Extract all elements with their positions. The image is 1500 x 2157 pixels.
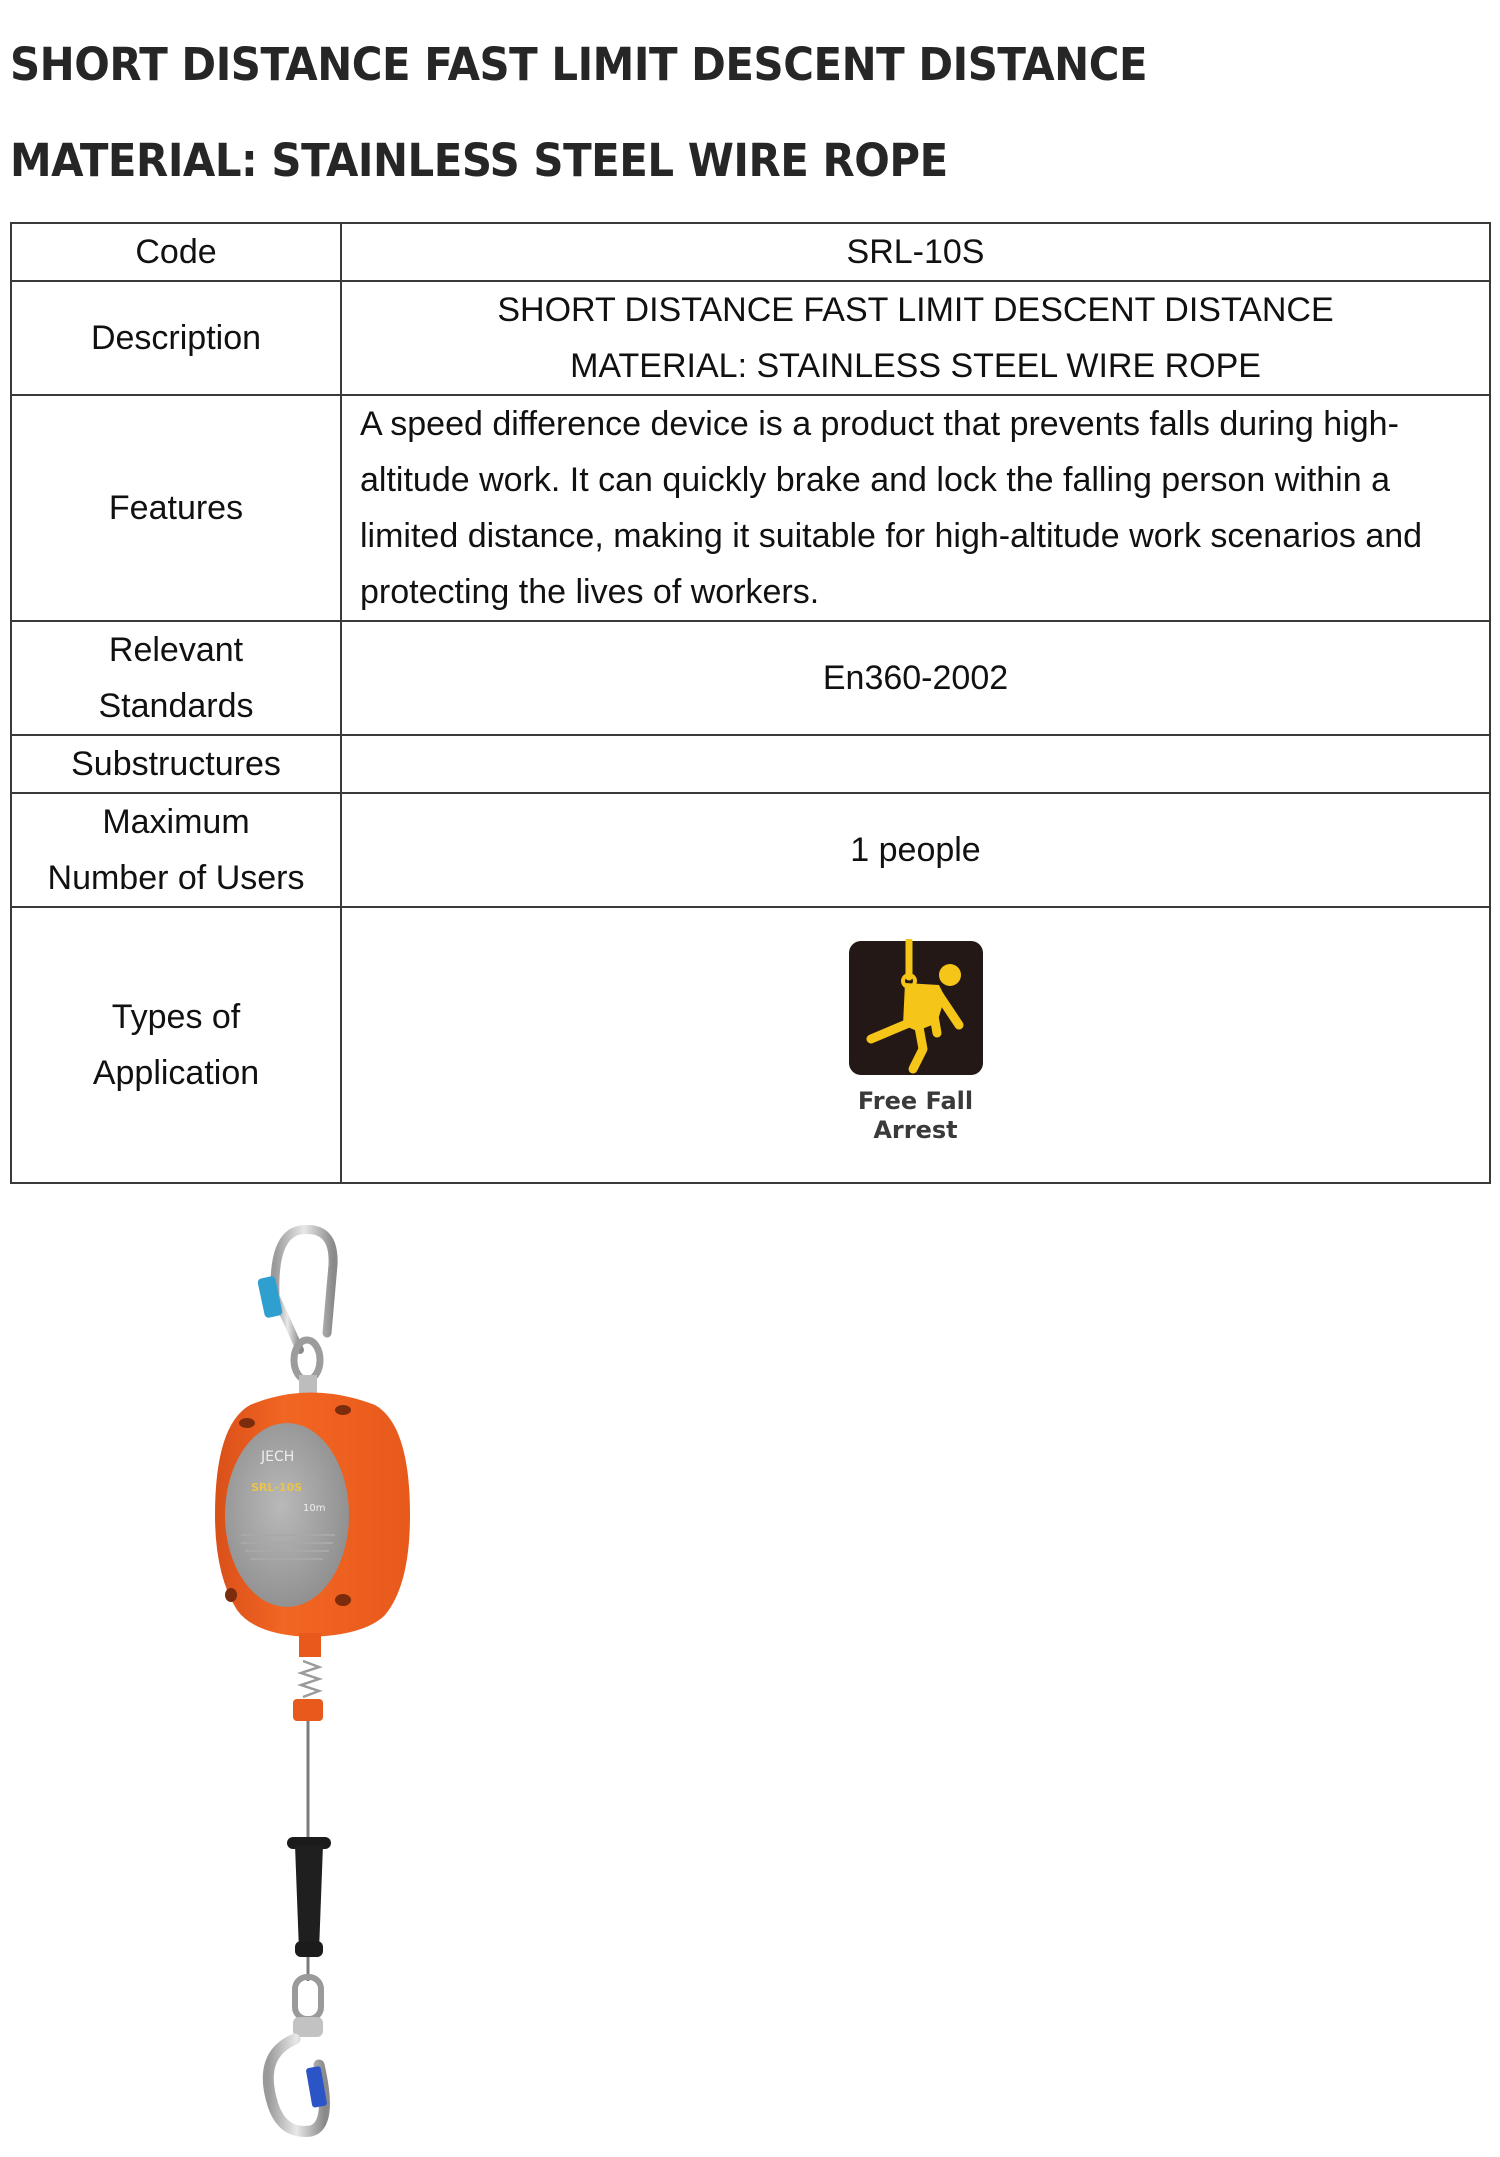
application-caption <box>847 1087 985 1145</box>
free-fall-arrest-icon <box>847 939 985 1077</box>
value-standards: En360-2002 <box>341 621 1490 735</box>
application-badge <box>847 939 985 1145</box>
max-users-label-line-1: Maximum <box>102 803 250 841</box>
caption-line-1: Free Fall <box>857 1087 974 1115</box>
description-line-1: SHORT DISTANCE FAST LIMIT DESCENT DISTANCE <box>497 291 1334 329</box>
value-application-types <box>341 907 1490 1183</box>
brand-label: JECH <box>261 1449 295 1465</box>
label-max-users <box>11 793 341 907</box>
page-heading-line-2: MATERIAL: STAINLESS STEEL WIRE ROPE <box>10 134 948 187</box>
label-features: Features <box>11 395 341 621</box>
table-row-features <box>11 395 1490 621</box>
table-row-code <box>11 223 1490 281</box>
bottom-carabiner <box>268 1977 327 2131</box>
device-housing <box>215 1393 410 1658</box>
value-code: SRL-10S <box>341 223 1490 281</box>
standards-label-line-1: Relevant <box>108 631 244 669</box>
value-features: A speed difference device is a product that prevents falls during high-altitude work. It can quickly brake and lock the falling person within a limited distance, making it suitable for high-altitude work scenarios and protecting the lives of workers. <box>341 395 1490 621</box>
label-standards <box>11 621 341 735</box>
product-image <box>215 1225 455 2150</box>
description-line-2: MATERIAL: STAINLESS STEEL WIRE ROPE <box>570 347 1261 385</box>
cable-spring <box>293 1661 323 1721</box>
value-description <box>341 281 1490 395</box>
length-label: 10m <box>303 1503 326 1514</box>
max-users-label-line-2: Number of Users <box>47 859 305 897</box>
table-row-standards <box>11 621 1490 735</box>
caption-line-2: Arrest <box>873 1116 958 1144</box>
table-row-description <box>11 281 1490 395</box>
table-row-substructures <box>11 735 1490 793</box>
top-carabiner <box>257 1229 333 1393</box>
value-substructures <box>341 735 1490 793</box>
table-row-max-users <box>11 793 1490 907</box>
spec-table <box>10 222 1491 1184</box>
standards-label-line-2: Standards <box>98 687 254 725</box>
cable-grip <box>287 1837 331 1957</box>
application-label-line-1: Types of <box>111 998 241 1036</box>
value-max-users: 1 people <box>341 793 1490 907</box>
label-description: Description <box>11 281 341 395</box>
model-label: SRL-10S <box>251 1481 303 1494</box>
table-row-application-types <box>11 907 1490 1183</box>
label-substructures: Substructures <box>11 735 341 793</box>
page-heading-line-1: SHORT DISTANCE FAST LIMIT DESCENT DISTANCE <box>10 38 1148 91</box>
label-code: Code <box>11 223 341 281</box>
label-application-types <box>11 907 341 1183</box>
application-label-line-2: Application <box>92 1054 260 1092</box>
